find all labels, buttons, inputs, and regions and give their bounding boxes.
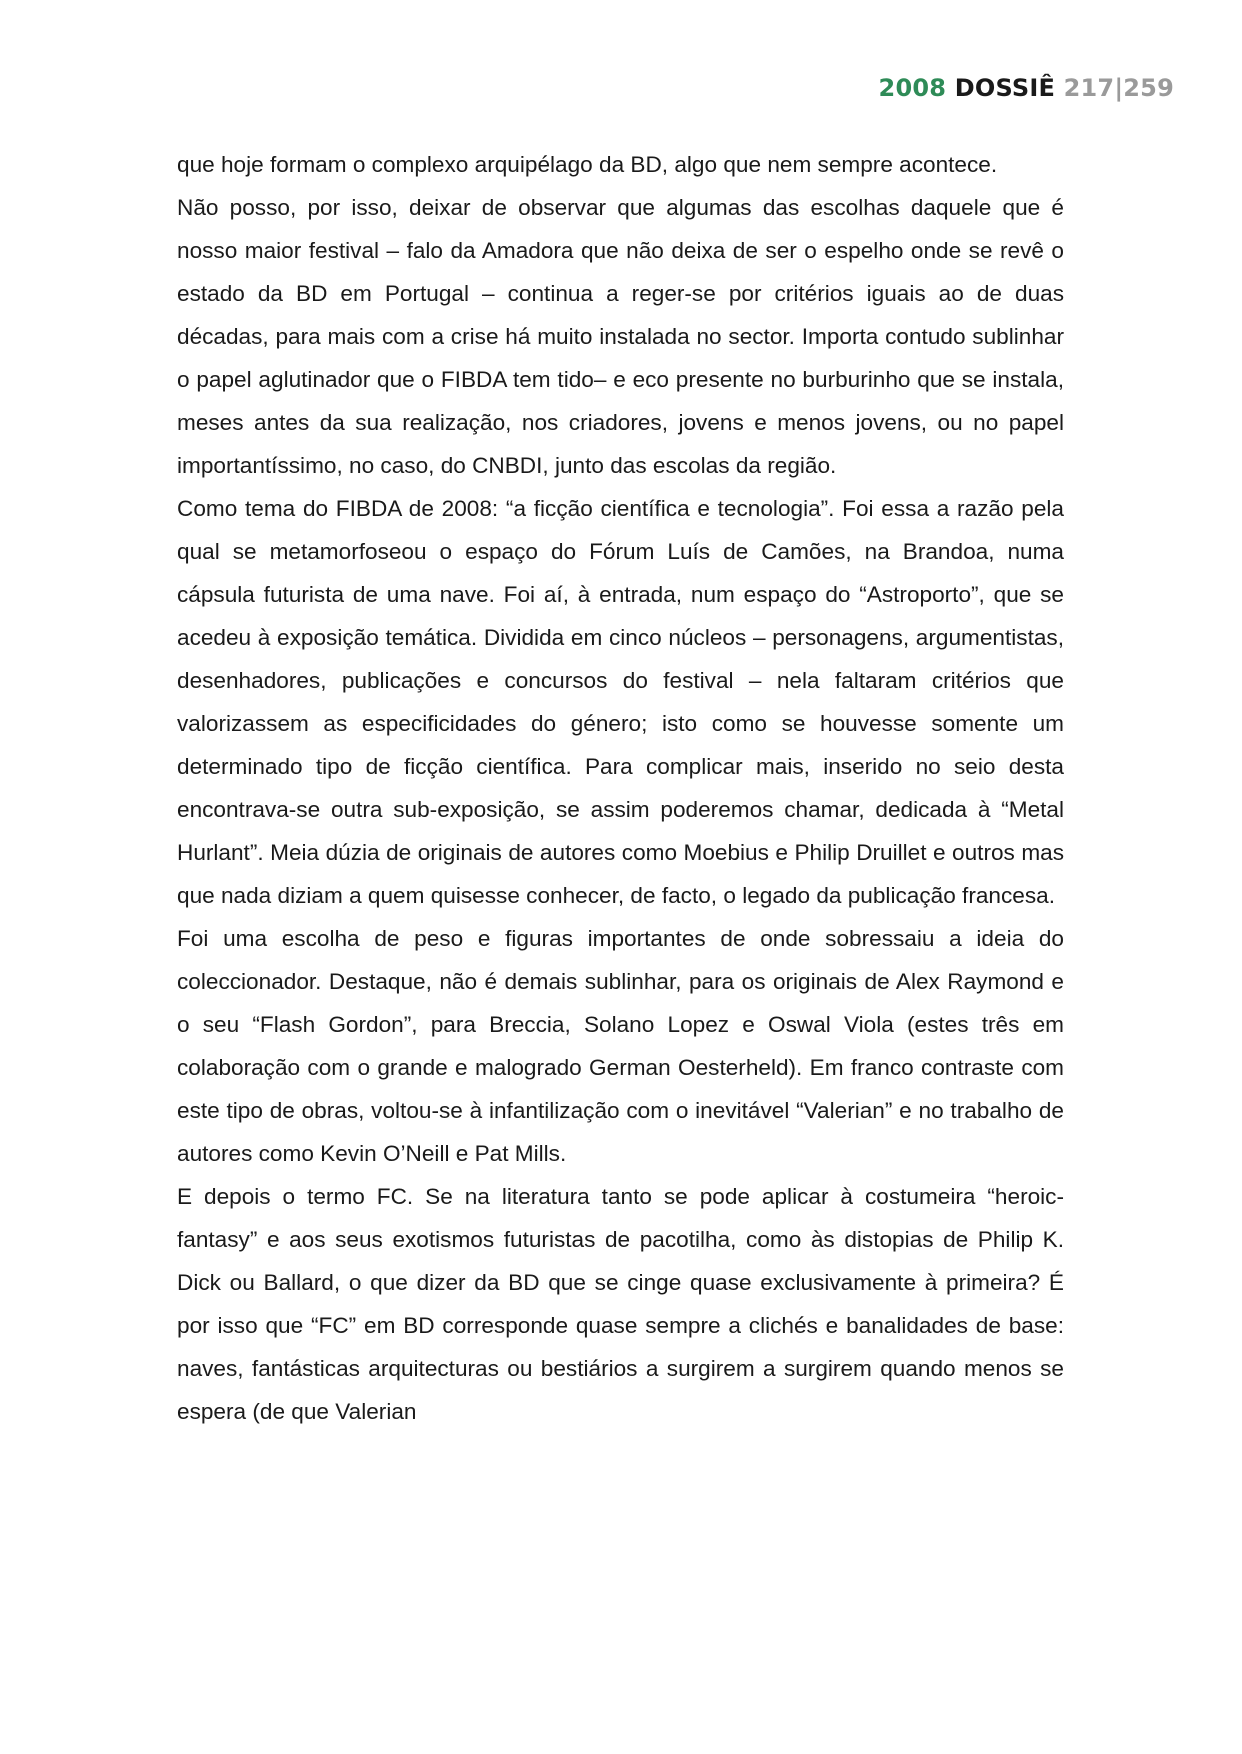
paragraph: Foi uma escolha de peso e figuras importantes de onde sobressaiu a ideia do coleccionador. Destaque, não é demais sublinhar, para os originais de Alex Raymond e o seu “Flash Gordon”, para Breccia, Solano Lopez e Oswal Viola (estes três em colaboração com o grande e malogrado German Oesterheld). Em franco contraste com este tipo de obras, voltou-se à infantilização com o inevitável “Valerian” e no trabalho de autores como Kevin O’Neill e Pat Mills. <box>177 926 1064 1166</box>
header-title: DOSSIÊ <box>954 74 1056 102</box>
running-header <box>879 74 1174 102</box>
header-page-numbers: 217|259 <box>1063 74 1174 102</box>
paragraph: que hoje formam o complexo arquipélago da BD, algo que nem sempre acontece. <box>177 152 998 177</box>
paragraph: Como tema do FIBDA de 2008: “a ficção científica e tecnologia”. Foi essa a razão pela qual se metamorfoseou o espaço do Fórum Luís de Camões, na Brandoa, numa cápsula futurista de uma nave. Foi aí, à entrada, num espaço do “Astroporto”, que se acedeu à exposição temática. Dividida em cinco núcleos – personagens, argumentistas, desenhadores, publicações e concursos do festival – nela faltaram critérios que valorizassem as especificidades do género; isto como se houvesse somente um determinado tipo de ficção científica. Para complicar mais, inserido no seio desta encontrava-se outra sub-exposição, se assim poderemos chamar, dedicada à “Metal Hurlant”. Meia dúzia de originais de autores como Moebius e Philip Druillet e outros mas que nada diziam a quem quisesse conhecer, de facto, o legado da publicação francesa. <box>177 496 1064 908</box>
paragraph: E depois o termo FC. Se na literatura tanto se pode aplicar à costumeira “heroic-fantasy” e aos seus exotismos futuristas de pacotilha, como às distopias de Philip K. Dick ou Ballard, o que dizer da BD que se cinge quase exclusivamente à primeira? É por isso que “FC” em BD corresponde quase sempre a clichés e banalidades de base: naves, fantásticas arquitecturas ou bestiários a surgirem a surgirem quando menos se espera (de que Valerian <box>177 1184 1064 1424</box>
header-year: 2008 <box>878 74 947 102</box>
paragraph: Não posso, por isso, deixar de observar que algumas das escolhas daquele que é nosso maior festival – falo da Amadora que não deixa de ser o espelho onde se revê o estado da BD em Portugal – continua a reger-se por critérios iguais ao de duas décadas, para mais com a crise há muito instalada no sector. Importa contudo sublinhar o papel aglutinador que o FIBDA tem tido– e eco presente no burburinho que se instala, meses antes da sua realização, nos criadores, jovens e menos jovens, ou no papel importantíssimo, no caso, do CNBDI, junto das escolas da região. <box>177 195 1064 478</box>
article-body <box>177 143 1064 1433</box>
